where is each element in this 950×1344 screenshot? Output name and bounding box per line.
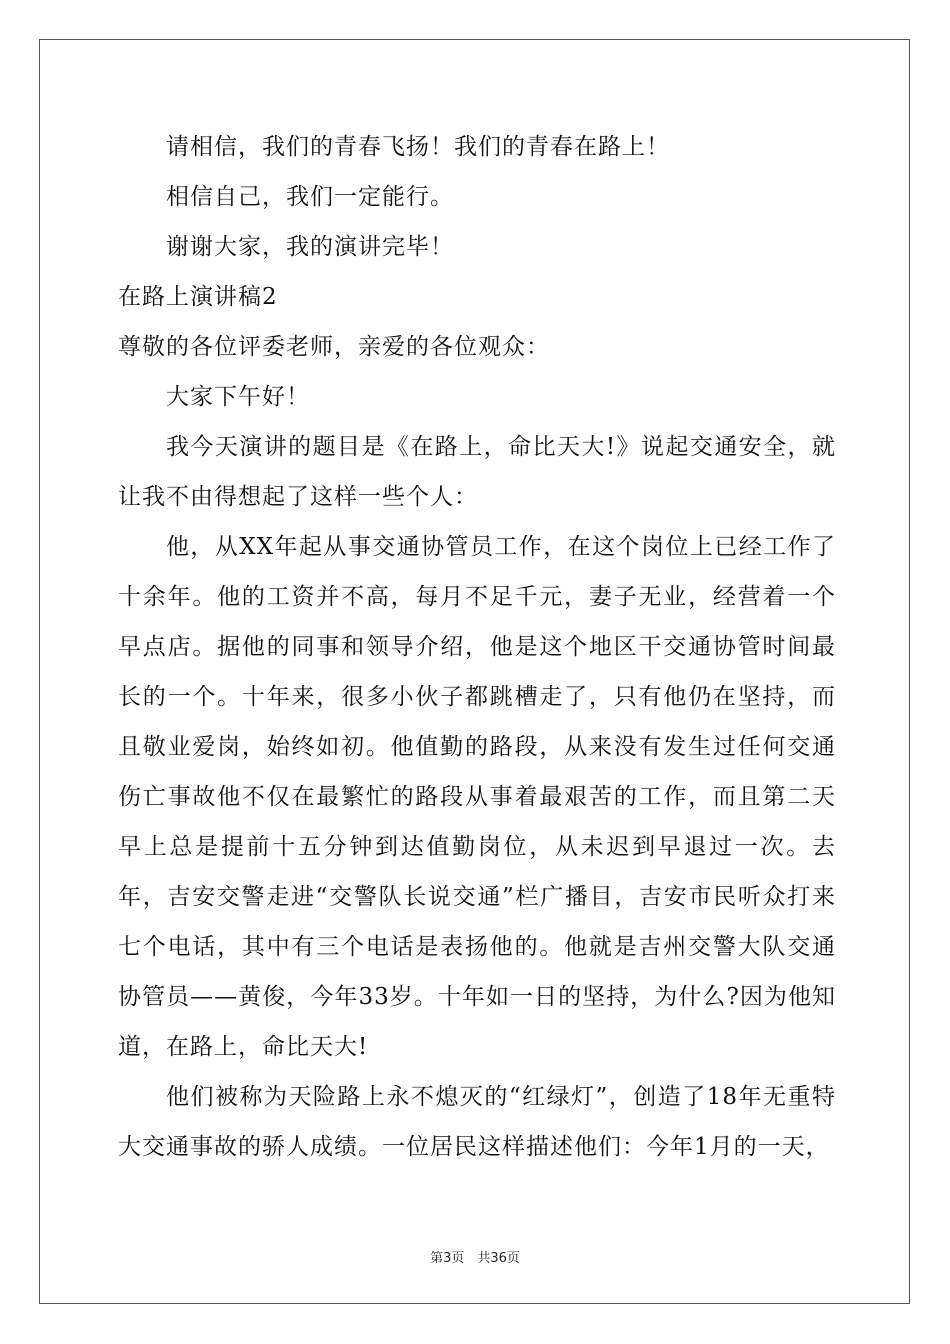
- section-heading: 在路上演讲稿2: [118, 284, 278, 310]
- paragraph: 我今天演讲的题目是《在路上，命比天大!》说起交通安全，就让我不由得想起了这样一些个人：: [118, 434, 836, 510]
- salutation: 尊敬的各位评委老师，亲爱的各位观众：: [118, 334, 550, 360]
- paragraph: 他们被称为天险路上永不熄灭的“红绿灯”，创造了18年无重特大交通事故的骄人成绩。一位居民这样描述他们：今年1月的一天，: [118, 1084, 836, 1160]
- paragraph: 他，从XX年起从事交通协管员工作，在这个岗位上已经工作了十余年。他的工资并不高，每月不足千元，妻子无业，经营着一个早点店。据他的同事和领导介绍，他是这个地区干交通协管时间最长的一个。十年来，很多小伙子都跳槽走了，只有他仍在坚持，而且敬业爱岗，始终如初。他值勤的路段，从来没有发生过任何交通伤亡事故他不仅在最繁忙的路段从事着最艰苦的工作，而且第二天早上总是提前十五分钟到达值勤岗位，从未迟到早退过一次。去年，吉安交警走进“交警队长说交通”栏广播目，吉安市民听众打来七个电话，其中有三个电话是表扬他的。他就是吉州交警大队交通协管员——黄俊，今年33岁。十年如一日的坚持，为什么?因为他知道，在路上，命比天大!: [118, 534, 836, 1060]
- paragraph: 请相信，我们的青春飞扬！我们的青春在路上！: [166, 134, 670, 160]
- paragraph: 相信自己，我们一定能行。: [166, 184, 454, 210]
- document-body: [118, 122, 836, 1172]
- paragraph: 谢谢大家，我的演讲完毕！: [166, 234, 454, 260]
- paragraph: 大家下午好！: [166, 384, 310, 410]
- page-number: 第3页 共36页: [430, 1251, 520, 1266]
